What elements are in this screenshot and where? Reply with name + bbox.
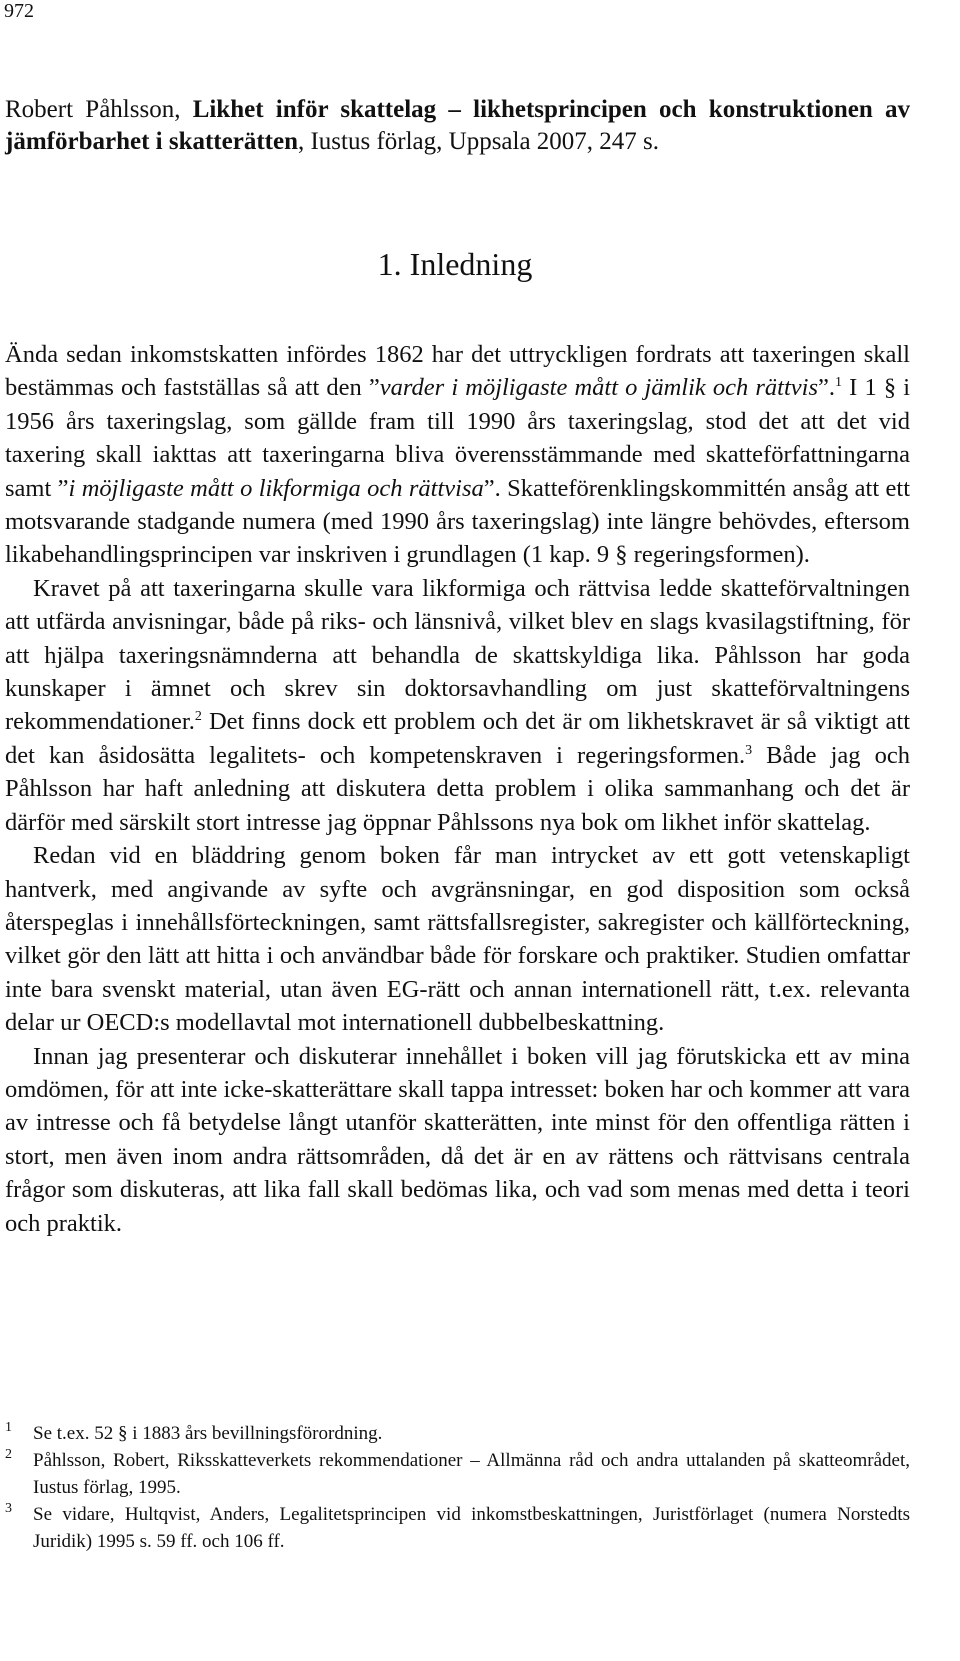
citation-publisher: , Iustus förlag, Uppsala 2007, 247 s. bbox=[297, 128, 660, 155]
p1-quote-2: i möjligaste mått o likformiga och rättvisa bbox=[68, 474, 484, 502]
footnote-text: Se vidare, Hultqvist, Anders, Legalitetsprincipen vid inkomstbeskattningen, Juristförlaget (numera Norstedts Juridik) 1995 s. 59 ff. och 106 ff. bbox=[33, 1504, 910, 1552]
footnote-number: 1 bbox=[5, 1420, 12, 1435]
paragraph-3: Redan vid en bläddring genom boken får man intrycket av ett gott vetenskapligt hantverk, med angivande av syfte och avgränsningar, en god disposition som också återspeglas i innehållsförteckningen, samt rättsfallsregister, sakregister och källförteckning, vilket gör den lätt att hitta i och användbar både för forskare och praktiker. Studien omfattar inte bara svenskt material, utan även EG-rätt och annan internationell rätt, t.ex. relevanta delar ur OECD:s modellavtal mot internationell dubbelbeskattning. bbox=[5, 842, 910, 1037]
paragraph-4: Innan jag presenterar och diskuterar innehållet i boken vill jag förutskicka ett av mina omdömen, för att inte icke-skatterättare skall tappa intresset: boken har och kommer att vara av intresse och få betydelse långt utanför skatterätten, inte minst för den offentliga rätten i stort, men även inom andra rättsområden, då det är en av rättens och rättvisans centrala frågor som diskuteras, att lika fall skall bedömas lika, och vad som menas med detta i teori och praktik. bbox=[5, 1042, 910, 1237]
body-text bbox=[5, 338, 910, 1240]
footnote-text: Se t.ex. 52 § i 1883 års bevillningsförordning. bbox=[33, 1423, 383, 1444]
footnote-ref-2[interactable]: 2 bbox=[194, 709, 202, 725]
footnote-number: 2 bbox=[5, 1447, 12, 1462]
footnote-2 bbox=[5, 1447, 910, 1501]
page-number: 972 bbox=[4, 0, 34, 22]
p1-quote-1: varder i möjligaste mått o jämlik och rättvis bbox=[379, 374, 819, 402]
paragraph-2 bbox=[5, 572, 910, 839]
p2-text-b: Det finns dock ett problem och det är om likhetskravet är så viktigt att det kan åsidosätta legalitets- och kompetenskraven i regeringsformen. bbox=[5, 708, 910, 769]
citation-title: Likhet inför skattelag – likhetsprincipen och konstruktionen av jämförbarhet i skatterätten bbox=[5, 96, 910, 155]
p1-text-f: ”. Skatteförenklingskommittén ansåg att ett motsvarande stadgande numera (med 1990 års taxeringslag) inte längre behövdes, eftersom likabehandlingsprincipen var inskriven i grundlagen (1 kap. 9 § regeringsformen). bbox=[5, 474, 911, 569]
p1-text-a: Ända sedan inkomstskatten infördes 1862 har det uttryckligen fordrats att taxeringen skall bestämmas och fastställas så att den ” bbox=[5, 341, 910, 402]
citation-author: Robert Påhlsson, bbox=[5, 96, 193, 123]
p2-text-c: Både jag och Påhlsson har haft anledning att diskutera detta problem i olika sammanhang och det är därför med särskilt stort intresse jag öppnar Påhlssons nya bok om likhet inför skattelag. bbox=[5, 741, 910, 836]
paragraph-1 bbox=[5, 338, 910, 572]
footnote-ref-3[interactable]: 3 bbox=[745, 742, 753, 758]
footnote-text: Påhlsson, Robert, Riksskatteverkets rekommendationer – Allmänna råd och andra uttalanden på skatteområdet, Iustus förlag, 1995. bbox=[33, 1450, 910, 1498]
p1-text-d: I 1 § i 1956 års taxeringslag, som gällde fram till 1990 års taxeringslag, stod det att det vid taxering skall iakttas att taxeringarna bliva överensstämmande med skatteförfattningarna samt ” bbox=[5, 374, 911, 502]
footnote-ref-1[interactable]: 1 bbox=[835, 375, 843, 391]
footnotes bbox=[5, 1420, 910, 1555]
footnote-number: 3 bbox=[5, 1501, 12, 1516]
p2-text-a: Kravet på att taxeringarna skulle vara likformiga och rättvisa ledde skatteförvaltningen att utfärda anvisningar, både på riks- och länsnivå, vilket blev en slags kvasilagstiftning, för att hjälpa taxeringsnämnderna att behandla de skattskyldiga lika. Påhlsson har goda kunskaper i ämnet och skrev sin doktorsavhandling om just skatteförvaltningens rekommendationer. bbox=[5, 574, 910, 736]
book-citation bbox=[5, 94, 910, 158]
section-title: 1. Inledning bbox=[377, 246, 533, 282]
footnote-1 bbox=[5, 1420, 910, 1447]
p1-text-c: ”. bbox=[818, 374, 836, 402]
footnote-3 bbox=[5, 1501, 910, 1555]
